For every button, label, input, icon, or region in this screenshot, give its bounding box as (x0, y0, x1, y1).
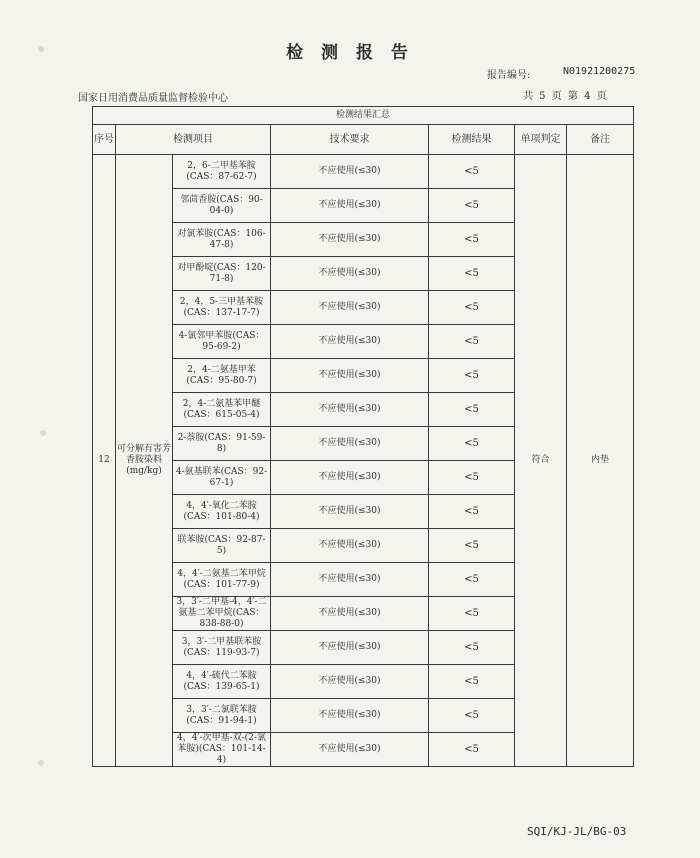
item-name: 2，6-二甲基苯胺(CAS：87-62-7) (173, 155, 271, 189)
item-name: 2，4，5-三甲基苯胺(CAS：137-17-7) (173, 291, 271, 325)
group-remark: 内垫 (567, 155, 634, 767)
item-requirement: 不应使用(≤30) (271, 529, 429, 563)
item-requirement: 不应使用(≤30) (271, 155, 429, 189)
item-name: 3，3′-二甲基-4，4′-二氨基二苯甲烷(CAS：838-88-0) (173, 597, 271, 631)
item-requirement: 不应使用(≤30) (271, 223, 429, 257)
binder-hole-mark (38, 760, 44, 766)
item-result: <5 (429, 189, 515, 223)
page-info: 共 5 页 第 4 页 (523, 91, 607, 102)
item-result: <5 (429, 665, 515, 699)
item-result: <5 (429, 325, 515, 359)
document-title: 检 测 报 告 (286, 43, 414, 63)
item-requirement: 不应使用(≤30) (271, 189, 429, 223)
item-requirement: 不应使用(≤30) (271, 597, 429, 631)
item-result: <5 (429, 393, 515, 427)
item-name: 4，4′-硫代二苯胺(CAS：139-65-1) (173, 665, 271, 699)
organization-name: 国家日用消费品质量监督检验中心 (78, 93, 228, 104)
report-number: N01921200275 (563, 66, 636, 77)
item-requirement: 不应使用(≤30) (271, 699, 429, 733)
report-number-label: 报告编号: (487, 70, 531, 81)
group-seq: 12 (93, 155, 116, 767)
item-result: <5 (429, 155, 515, 189)
item-name: 4，4′-次甲基-双-(2-氯苯胺)(CAS：101-14-4) (173, 733, 271, 767)
item-result: <5 (429, 257, 515, 291)
item-result: <5 (429, 427, 515, 461)
header-result: 检测结果 (429, 125, 515, 155)
item-name: 3，3′-二氯联苯胺(CAS：91-94-1) (173, 699, 271, 733)
item-requirement: 不应使用(≤30) (271, 393, 429, 427)
item-name: 3，3′-二甲基联苯胺(CAS：119-93-7) (173, 631, 271, 665)
item-requirement: 不应使用(≤30) (271, 461, 429, 495)
item-result: <5 (429, 699, 515, 733)
header-remark: 备注 (567, 125, 634, 155)
item-requirement: 不应使用(≤30) (271, 631, 429, 665)
item-name: 4-氯邻甲苯胺(CAS：95-69-2) (173, 325, 271, 359)
item-result: <5 (429, 529, 515, 563)
item-requirement: 不应使用(≤30) (271, 325, 429, 359)
item-name: 4-氨基联苯(CAS：92-67-1) (173, 461, 271, 495)
item-result: <5 (429, 495, 515, 529)
group-verdict: 符合 (515, 155, 567, 767)
item-requirement: 不应使用(≤30) (271, 257, 429, 291)
table-row (93, 155, 634, 189)
item-requirement: 不应使用(≤30) (271, 665, 429, 699)
item-name: 对氯苯胺(CAS：106-47-8) (173, 223, 271, 257)
item-result: <5 (429, 631, 515, 665)
item-result: <5 (429, 461, 515, 495)
item-name: 2，4-二氨基甲苯(CAS：95-80-7) (173, 359, 271, 393)
group-category: 可分解有害芳香胺染料(mg/kg) (116, 155, 173, 767)
header-verdict: 单项判定 (515, 125, 567, 155)
item-requirement: 不应使用(≤30) (271, 427, 429, 461)
item-requirement: 不应使用(≤30) (271, 563, 429, 597)
item-name: 2-萘胺(CAS：91-59-8) (173, 427, 271, 461)
summary-title: 检测结果汇总 (93, 107, 634, 125)
item-result: <5 (429, 563, 515, 597)
item-requirement: 不应使用(≤30) (271, 359, 429, 393)
binder-hole-mark (40, 430, 46, 436)
item-name: 联苯胺(CAS：92-87-5) (173, 529, 271, 563)
item-result: <5 (429, 359, 515, 393)
item-requirement: 不应使用(≤30) (271, 495, 429, 529)
item-name: 2，4-二氨基苯甲醚(CAS：615-05-4) (173, 393, 271, 427)
item-requirement: 不应使用(≤30) (271, 291, 429, 325)
item-name: 4，4′-氧化二苯胺(CAS：101-80-4) (173, 495, 271, 529)
form-code: SQI/KJ-JL/BG-03 (527, 825, 627, 838)
item-requirement: 不应使用(≤30) (271, 733, 429, 767)
results-table (92, 106, 634, 767)
item-name: 对甲酚啶(CAS：120-71-8) (173, 257, 271, 291)
item-name: 4，4′-二氨基二苯甲烷(CAS：101-77-9) (173, 563, 271, 597)
item-result: <5 (429, 597, 515, 631)
item-name: 邻茴香胺(CAS：90-04-0) (173, 189, 271, 223)
item-result: <5 (429, 223, 515, 257)
item-result: <5 (429, 733, 515, 767)
header-item: 检测项目 (116, 125, 271, 155)
header-seq: 序号 (93, 125, 116, 155)
header-requirement: 技术要求 (271, 125, 429, 155)
item-result: <5 (429, 291, 515, 325)
